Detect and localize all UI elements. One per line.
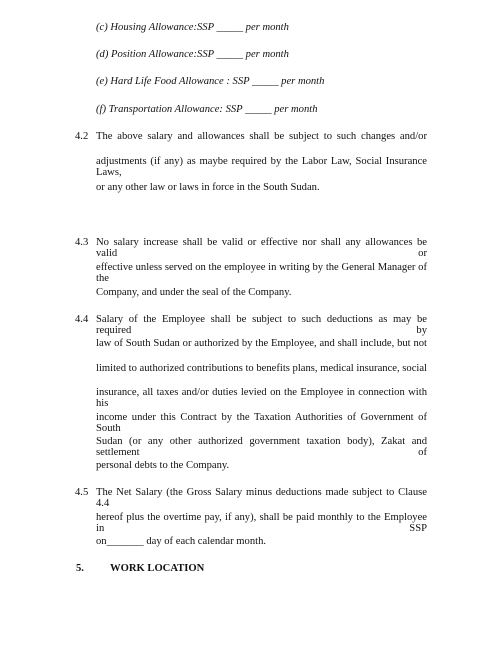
section-number: 5. [76, 563, 84, 574]
clause-4-2-line: or any other law or laws in force in the South Sudan. [96, 182, 320, 193]
clause-4-3-line: effective unless served on the employee in writing by the General Manager of the [96, 262, 427, 284]
clause-4-2-line: The above salary and allowances shall be subject to such changes and/or [96, 131, 427, 142]
allowance-housing: (c) Housing Allowance:SSP _____ per month [96, 22, 289, 33]
clause-4-4-line: Salary of the Employee shall be subject to such deductions as may be required by [96, 314, 427, 336]
allowance-position: (d) Position Allowance:SSP _____ per month [96, 49, 289, 60]
allowance-hard-life-food: (e) Hard Life Food Allowance : SSP _____ per month [96, 76, 325, 87]
clause-4-4-number: 4.4 [75, 314, 89, 325]
clause-4-4-line: insurance, all taxes and/or duties levied on the Employee in connection with his [96, 387, 427, 409]
clause-4-4-line: income under this Contract by the Taxation Authorities of Government of South [96, 412, 427, 434]
clause-4-4-line: limited to authorized contributions to benefits plans, medical insurance, social [96, 363, 427, 374]
clause-4-3-line: Company, and under the seal of the Company. [96, 287, 292, 298]
clause-4-5-number: 4.5 [75, 487, 89, 498]
clause-4-2-number: 4.2 [75, 131, 89, 142]
clause-4-5-line: on_______ day of each calendar month. [96, 536, 267, 547]
section-heading: WORK LOCATION [110, 563, 205, 574]
allowance-transportation: (f) Transportation Allowance: SSP _____ per month [96, 104, 318, 115]
clause-4-5-line: hereof plus the overtime pay, if any), shall be paid monthly to the Employee in SSP [96, 512, 427, 534]
clause-4-2-line: adjustments (if any) as maybe required by the Labor Law, Social Insurance Laws, [96, 156, 427, 178]
clause-4-3-number: 4.3 [75, 237, 89, 248]
clause-4-3-line: No salary increase shall be valid or effective nor shall any allowances be valid or [96, 237, 427, 259]
clause-4-4-line: law of South Sudan or authorized by the Employee, and shall include, but not [96, 338, 427, 349]
clause-4-4-line: Sudan (or any other authorized government taxation body), Zakat and settlement of [96, 436, 427, 458]
clause-4-4-line: personal debts to the Company. [96, 460, 230, 471]
clause-4-5-line: The Net Salary (the Gross Salary minus deductions made subject to Clause 4.4 [96, 487, 427, 509]
